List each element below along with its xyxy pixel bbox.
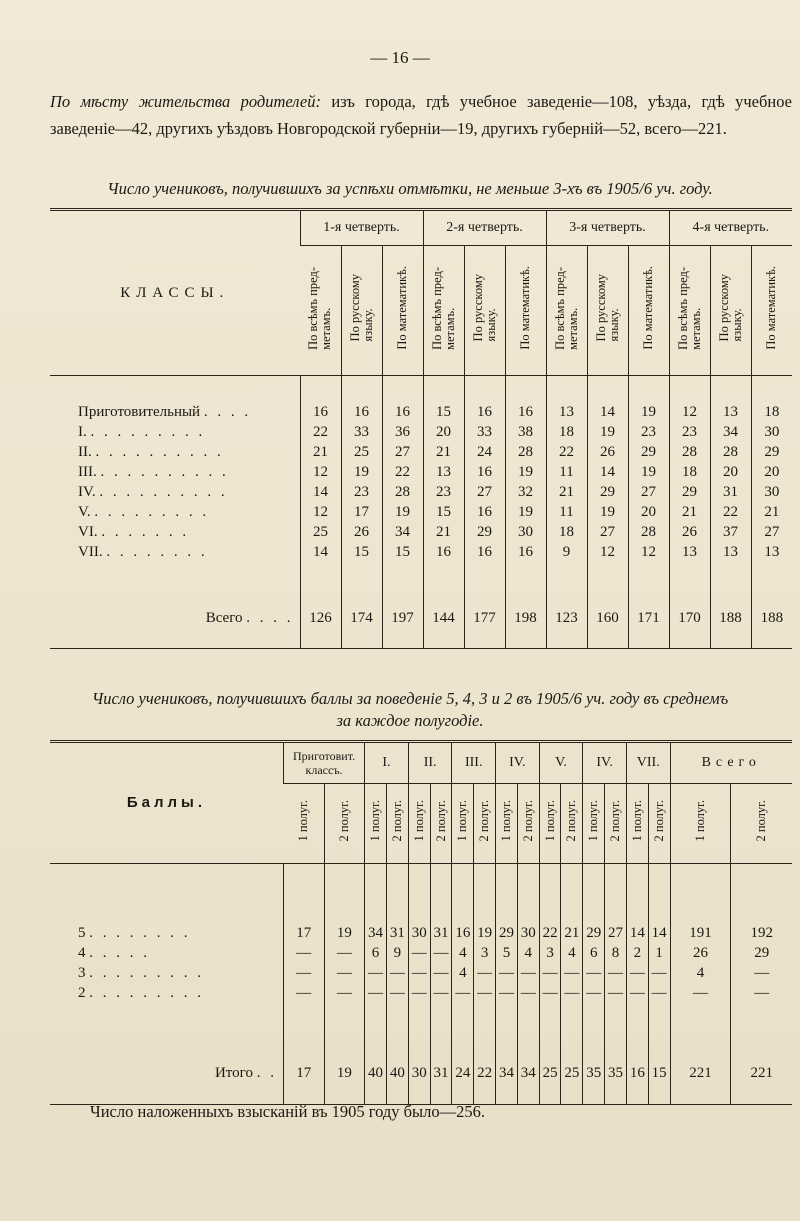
table-cell: — [731,964,792,984]
table-cell: 5 [496,944,518,964]
table-cell: 15 [382,542,423,562]
table-cell: 12 [300,462,341,482]
table-cell: 4 [517,944,539,964]
total-cell: 123 [546,588,587,649]
total-cell: 221 [670,1044,731,1105]
table-cell: 17 [283,924,324,944]
table-cell: 15 [423,402,464,422]
table-cell: — [324,984,365,1004]
half1-header: 1 полуг. [452,784,474,864]
table-cell: 29 [628,442,669,462]
table-cell: 16 [464,542,505,562]
table-cell: 19 [505,462,546,482]
table-cell: 28 [710,442,751,462]
table-cell: — [408,984,430,1004]
table-cell: 30 [751,422,792,442]
total-cell: 170 [669,588,710,649]
table-cell: 29 [464,522,505,542]
table-cell: 13 [751,542,792,562]
table-cell: 22 [539,924,561,944]
table-cell: 29 [583,924,605,944]
total-cell: 35 [605,1044,627,1105]
table-cell: 36 [382,422,423,442]
group-header: VII. [626,742,670,784]
subhead-all-subjects: По всѣмъ пред- метамъ. [669,246,710,376]
table-cell: 6 [365,944,387,964]
half2-header: 2 полуг. [731,784,792,864]
table-cell: 9 [546,542,587,562]
table-cell: — [605,964,627,984]
subhead-russian: По русскому языку. [341,246,382,376]
table-cell: 11 [546,462,587,482]
table-cell: 31 [430,924,452,944]
subhead-all-subjects: По всѣмъ пред- метамъ. [423,246,464,376]
table-cell: 21 [546,482,587,502]
table-cell: 16 [505,542,546,562]
table-cell: — [474,964,496,984]
quarter-3-header: 3-я четверть. [546,210,669,246]
total-cell: 34 [517,1044,539,1105]
table-cell: 28 [628,522,669,542]
table-cell: 19 [587,502,628,522]
table-cell: 30 [408,924,430,944]
table-cell: 31 [710,482,751,502]
total-cell: 126 [300,588,341,649]
table-cell: 8 [605,944,627,964]
table-cell: 19 [628,462,669,482]
total-cell: 17 [283,1044,324,1105]
table-cell: 19 [628,402,669,422]
half2-header: 2 полуг. [561,784,583,864]
table-cell: — [583,964,605,984]
conduct-total-row [50,1044,792,1105]
table-cell: 3 [474,944,496,964]
row-label: 5 . . . . . . . . [78,925,191,941]
table-cell: 28 [669,442,710,462]
table-cell: 22 [546,442,587,462]
total-cell: 25 [561,1044,583,1105]
table-cell: 33 [341,422,382,442]
table2-caption-line2: за каждое полугодіе. [336,711,484,730]
total-cell: 35 [583,1044,605,1105]
table-cell: 33 [464,422,505,442]
table-cell: — [283,964,324,984]
table-cell: — [648,964,670,984]
table-cell: — [408,944,430,964]
table-cell: — [386,984,408,1004]
table-cell: 192 [731,924,792,944]
table-cell: 14 [587,402,628,422]
table-row [50,402,792,422]
table-cell: 19 [341,462,382,482]
half1-header: 1 полуг. [365,784,387,864]
table-cell: 16 [382,402,423,422]
table-cell: 16 [464,402,505,422]
table-row [50,964,792,984]
table-cell: 29 [496,924,518,944]
table-cell: 14 [587,462,628,482]
table-cell: 21 [423,522,464,542]
quarter-2-header: 2-я четверть. [423,210,546,246]
half1-header: 1 полуг. [670,784,731,864]
subhead-math: По математикѣ. [505,246,546,376]
table-cell: — [430,984,452,1004]
table-cell: 20 [751,462,792,482]
table-cell: 4 [561,944,583,964]
group-header: I. [365,742,409,784]
group-header: IV. [496,742,540,784]
table-cell: 34 [710,422,751,442]
row-label: IV. . . . . . . . . . . [78,483,228,500]
row-label: 3 . . . . . . . . . [78,965,204,981]
table-cell: 27 [382,442,423,462]
table-cell: 25 [300,522,341,542]
table-cell: 27 [628,482,669,502]
table-cell: 4 [670,964,731,984]
table-cell: 4 [452,964,474,984]
table-cell: 27 [587,522,628,542]
total-cell: 174 [341,588,382,649]
group-header: III. [452,742,496,784]
row-label: III. . . . . . . . . . . [78,463,229,480]
table-cell: 24 [464,442,505,462]
table-row [50,482,792,502]
table-cell: — [539,964,561,984]
table-cell: — [430,944,452,964]
table2-caption-line1: Число учениковъ, получившихъ баллы за поведеніе 5, 4, 3 и 2 въ 1905/6 уч. году въ среднемъ [91,689,729,708]
row-label: Приготовительный . . . . [78,403,252,420]
total-cell: 30 [408,1044,430,1105]
total-cell: 198 [505,588,546,649]
table-cell: — [283,944,324,964]
table-cell: — [517,964,539,984]
table-row [50,442,792,462]
table-cell: 23 [628,422,669,442]
total-cell: 171 [628,588,669,649]
table-cell: 11 [546,502,587,522]
table-cell: — [670,984,731,1004]
table-cell: 16 [452,924,474,944]
table-cell: 14 [300,542,341,562]
half2-header: 2 полуг. [605,784,627,864]
table-cell: 20 [423,422,464,442]
table-cell: — [648,984,670,1004]
total-label: Всего . . . . [205,609,294,626]
table-cell: 32 [505,482,546,502]
table-cell: 15 [341,542,382,562]
table-cell: 26 [669,522,710,542]
subhead-math: По математикѣ. [628,246,669,376]
table-cell: — [408,964,430,984]
total-cell: 15 [648,1044,670,1105]
table-cell: 29 [669,482,710,502]
table-cell: 34 [365,924,387,944]
table-cell: — [452,984,474,1004]
half1-header: 1 полуг. [626,784,648,864]
table-cell: 16 [341,402,382,422]
half2-header: 2 полуг. [324,784,365,864]
table-cell: 29 [731,944,792,964]
table-cell: 12 [628,542,669,562]
table-cell: — [324,944,365,964]
table-cell: 23 [669,422,710,442]
residence-text: изъ города, гдѣ учебное заведеніе—108, уѣзда, гдѣ учебное заведеніе—42, другихъ уѣздовъ Новгородской губерніи—19, другихъ губерній—52, всего—221. [50,92,793,138]
table-cell: 19 [474,924,496,944]
table-cell: 22 [710,502,751,522]
table-cell: 29 [587,482,628,502]
table-cell: 26 [670,944,731,964]
table-cell: — [430,964,452,984]
row-label: VII. . . . . . . . . [78,543,208,560]
table-cell: 27 [605,924,627,944]
table-cell: 27 [751,522,792,542]
page-number: — 16 — [370,48,430,67]
table-cell: 19 [324,924,365,944]
quarter-1-header: 1-я четверть. [300,210,423,246]
table-cell: 20 [710,462,751,482]
table-cell: 23 [341,482,382,502]
subhead-russian: По русскому языку. [710,246,751,376]
total-cell: 24 [452,1044,474,1105]
table-cell: 19 [505,502,546,522]
subhead-math: По математикѣ. [382,246,423,376]
table-cell: 18 [546,522,587,542]
total-cell: 19 [324,1044,365,1105]
table-cell: 14 [626,924,648,944]
table-cell: 21 [669,502,710,522]
total-cell: 188 [751,588,792,649]
table2-caption [40,688,780,732]
table-cell: 37 [710,522,751,542]
table-cell: — [386,964,408,984]
table-cell: 14 [300,482,341,502]
table-cell: 34 [382,522,423,542]
table-cell: 19 [587,422,628,442]
table-row [50,924,792,944]
total-cell: 197 [382,588,423,649]
total-cell: 144 [423,588,464,649]
table-cell: 16 [300,402,341,422]
table-cell: — [517,984,539,1004]
residence-paragraph [50,88,792,142]
table-row [50,542,792,562]
total-cell: 188 [710,588,751,649]
total-cell: 177 [464,588,505,649]
table-cell: — [626,984,648,1004]
table-cell: 28 [505,442,546,462]
table-cell: 13 [423,462,464,482]
half1-header: 1 полуг. [408,784,430,864]
table-cell: 13 [710,542,751,562]
row-label: 2 . . . . . . . . . [78,985,204,1001]
table-cell: 30 [517,924,539,944]
table1-corner: КЛАССЫ. [120,285,230,301]
table-cell: 21 [561,924,583,944]
half2-header: 2 полуг. [430,784,452,864]
table-cell: 13 [546,402,587,422]
group-header: II. [408,742,452,784]
table-cell: 16 [464,462,505,482]
table-cell: 38 [505,422,546,442]
table-row [50,522,792,542]
table-cell: 17 [341,502,382,522]
total-cell: 221 [731,1044,792,1105]
group-header: Приготовит. классъ. [283,742,364,784]
subhead-math: По математикѣ. [751,246,792,376]
total-cell: 16 [626,1044,648,1105]
grades-table-body [50,402,792,562]
table-cell: 18 [669,462,710,482]
table-cell: 12 [587,542,628,562]
table-cell: 23 [423,482,464,502]
subhead-russian: По русскому языку. [587,246,628,376]
table-cell: 4 [452,944,474,964]
table-cell: 22 [300,422,341,442]
half1-header: 1 полуг. [283,784,324,864]
table-cell: — [283,984,324,1004]
total-cell: 40 [365,1044,387,1105]
half2-header: 2 полуг. [517,784,539,864]
half1-header: 1 полуг. [583,784,605,864]
table-cell: 30 [751,482,792,502]
row-label: V. . . . . . . . . . [78,503,210,520]
conduct-table-body [50,924,792,1004]
half1-header: 1 полуг. [496,784,518,864]
table-cell: — [496,964,518,984]
table-row [50,462,792,482]
table-cell: — [561,964,583,984]
table-cell: 13 [710,402,751,422]
total-cell: 22 [474,1044,496,1105]
quarter-4-header: 4-я четверть. [669,210,792,246]
table-cell: — [561,984,583,1004]
table-cell: 191 [670,924,731,944]
table-row [50,944,792,964]
table-cell: 21 [423,442,464,462]
table-cell: 16 [464,502,505,522]
grades-total-row [50,588,792,649]
table-cell: 6 [583,944,605,964]
table-cell: — [496,984,518,1004]
group-header: Всего [670,742,792,784]
table-cell: — [474,984,496,1004]
table-cell: 21 [751,502,792,522]
table-cell: 18 [751,402,792,422]
residence-lead: По мѣсту жительства родителей: [50,92,321,111]
table-cell: — [731,984,792,1004]
table-cell: 19 [382,502,423,522]
total-label: Итого . . [214,1065,277,1081]
table-cell: 12 [300,502,341,522]
table-cell: 16 [423,542,464,562]
table-row [50,502,792,522]
half2-header: 2 полуг. [474,784,496,864]
table-cell: 3 [539,944,561,964]
conduct-table [50,740,792,1105]
table-cell: 2 [626,944,648,964]
subhead-all-subjects: По всѣмъ пред- метамъ. [300,246,341,376]
half2-header: 2 полуг. [648,784,670,864]
table-cell: 15 [423,502,464,522]
table-cell: 21 [300,442,341,462]
table-cell: — [365,964,387,984]
table-cell: 27 [464,482,505,502]
table-cell: 30 [505,522,546,542]
table-cell: 1 [648,944,670,964]
subhead-all-subjects: По всѣмъ пред- метамъ. [546,246,587,376]
table-cell: 13 [669,542,710,562]
half2-header: 2 полуг. [386,784,408,864]
table-cell: 26 [587,442,628,462]
table-cell: 28 [382,482,423,502]
table-row [50,422,792,442]
total-cell: 160 [587,588,628,649]
grades-table [50,208,792,649]
half1-header: 1 полуг. [539,784,561,864]
table-cell: 12 [669,402,710,422]
table-cell: 9 [386,944,408,964]
table-cell: 22 [382,462,423,482]
table-cell: 16 [505,402,546,422]
table-cell: 18 [546,422,587,442]
table-cell: — [626,964,648,984]
table-cell: — [365,984,387,1004]
table-cell: 31 [386,924,408,944]
total-cell: 31 [430,1044,452,1105]
group-header: IV. [583,742,627,784]
total-cell: 34 [496,1044,518,1105]
table-cell: 26 [341,522,382,542]
table-cell: 29 [751,442,792,462]
table-cell: — [583,984,605,1004]
row-label: VI. . . . . . . . [78,523,190,540]
table2-corner: Баллы. [126,794,207,811]
penalties-note: Число наложенныхъ взысканій въ 1905 году было—256. [90,1102,485,1121]
table-cell: — [605,984,627,1004]
row-label: 4 . . . . . [78,945,150,961]
total-cell: 25 [539,1044,561,1105]
subhead-russian: По русскому языку. [464,246,505,376]
table-cell: 25 [341,442,382,462]
table-row [50,984,792,1004]
row-label: I. . . . . . . . . . [78,423,206,440]
total-cell: 40 [386,1044,408,1105]
row-label: II. . . . . . . . . . . [78,443,224,460]
group-header: V. [539,742,583,784]
table-cell: — [324,964,365,984]
table-cell: — [539,984,561,1004]
table-cell: 14 [648,924,670,944]
table-cell: 20 [628,502,669,522]
table1-caption: Число учениковъ, получившихъ за успѣхи отмѣтки, не меньше 3-хъ въ 1905/6 уч. году. [107,179,713,198]
